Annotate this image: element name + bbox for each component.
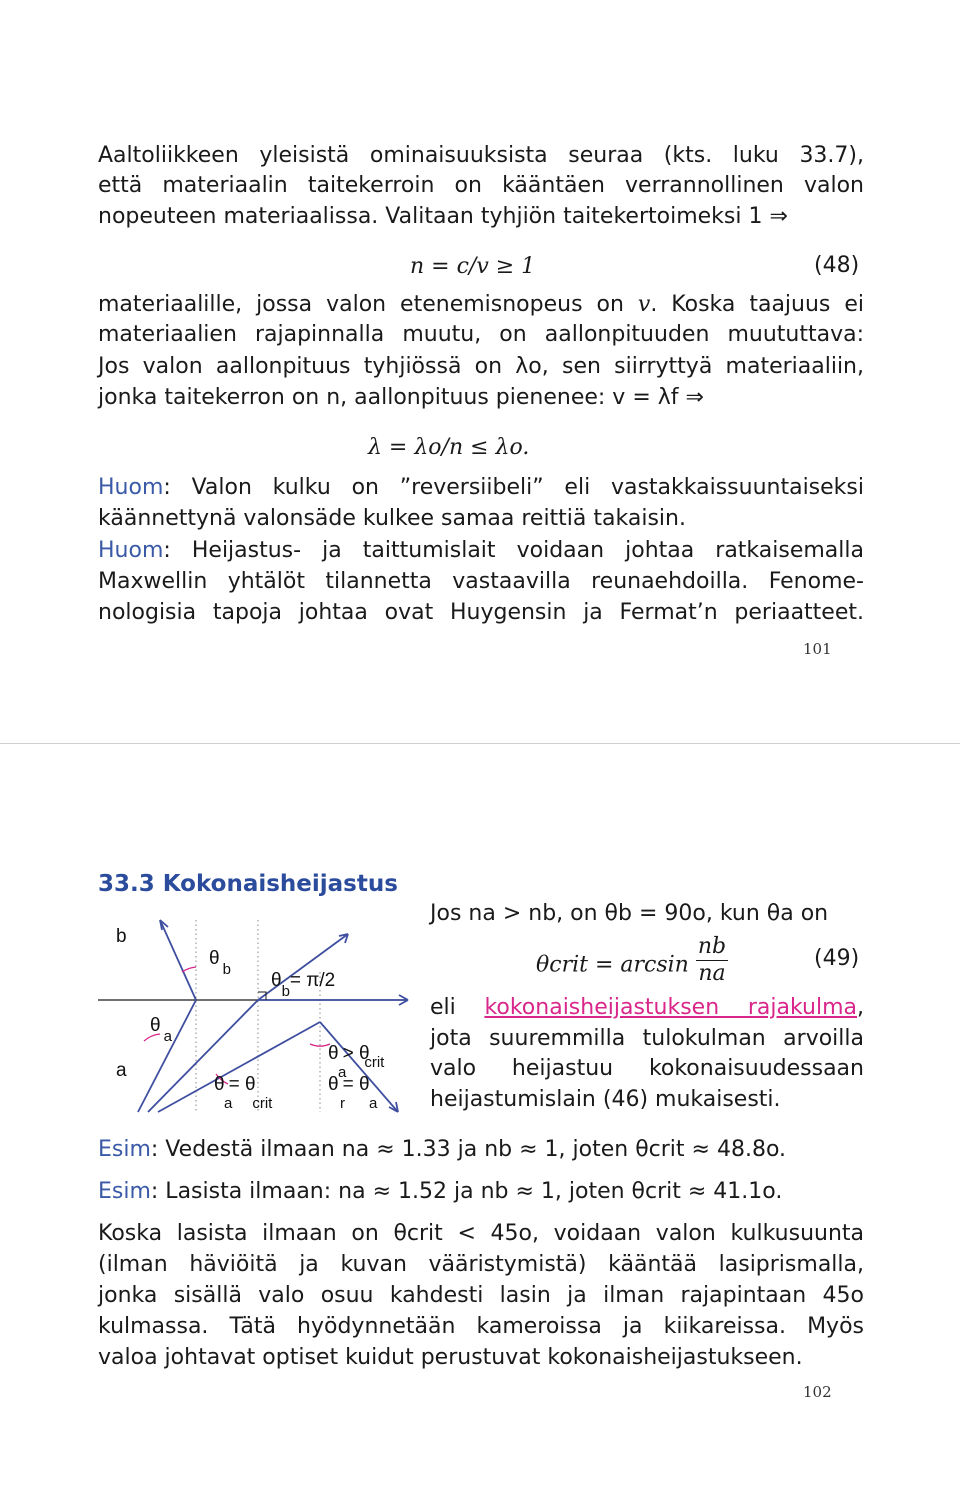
paragraph2-line2: materiaalien rajapinnalla muutu, on aallonpituuden muututtava: (98, 322, 864, 347)
note1-line1 (98, 474, 864, 502)
section-title: 33.3 Kokonaisheijastus (98, 871, 398, 897)
text-segment: eli (430, 995, 485, 1020)
note2-line3: nologisia tapoja johtaa ovat Huygensin ja Fermat’n periaatteet. (98, 600, 864, 625)
right-line4: jota suuremmilla tulokulman arvoilla (430, 1026, 864, 1051)
subscript: crit (252, 1095, 273, 1112)
example1 (98, 1136, 786, 1164)
final-line3: jonka sisällä valo osuu kahdesti lasin ja ilman rajapintaan 45o (98, 1283, 864, 1308)
equation-48: n = c/v ≥ 1 (410, 254, 536, 279)
equation-text: = π/2 (289, 970, 336, 991)
note2-line1 (98, 537, 864, 565)
esim-link[interactable]: Esim (98, 1137, 151, 1162)
text-segment: materiaalille, jossa valon etenemisnopeus on (98, 292, 638, 317)
subscript: r (340, 1095, 345, 1112)
equation-lambda: λ = λo/n ≤ λo. (368, 435, 530, 460)
theta-b-pi2-label (271, 970, 336, 1000)
text-segment: . Koska taajuus ei (650, 292, 864, 317)
text-segment: , (857, 995, 864, 1020)
paragraph1-line3: nopeuteen materiaalissa. Valitaan tyhjiön taitekertoimeksi 1 ⇒ (98, 204, 788, 229)
subscript: a (224, 1095, 233, 1112)
theta-b-label (209, 948, 231, 978)
final-line5: valoa johtavat optiset kuidut perustuvat kokonaisheijastukseen. (98, 1345, 803, 1370)
theta-symbol: θ (214, 1074, 225, 1095)
critical-angle-link[interactable]: kokonaisheijastuksen rajakulma (484, 995, 857, 1020)
note2-line2: Maxwellin yhtälöt tilannetta vastaavilla reunaehdoilla. Fenome- (98, 569, 864, 594)
example2 (98, 1178, 782, 1206)
equation-49-fraction (696, 934, 728, 987)
right-line1: Jos na > nb, on θb = 90o, kun θa on (430, 901, 829, 926)
page-number: 102 (803, 1383, 832, 1401)
right-line3 (430, 994, 864, 1022)
fraction-numerator: nb (697, 934, 727, 959)
equation-text: > θ (342, 1043, 370, 1064)
paragraph2-line4: jonka taitekerron on n, aallonpituus pienenee: v = λf ⇒ (98, 385, 704, 410)
theta-symbol: θ (209, 948, 220, 969)
paragraph2-line1 (98, 291, 864, 319)
equation-49 (536, 934, 728, 987)
equation-text: = θ (342, 1074, 370, 1095)
theta-symbol: θ (328, 1074, 339, 1095)
right-line6: heijastumislain (46) mukaisesti. (430, 1087, 781, 1112)
page-number: 101 (803, 640, 832, 658)
medium-a-label: a (116, 1060, 127, 1081)
esim-link[interactable]: Esim (98, 1179, 151, 1204)
paragraph1-line2: että materiaalin taitekerroin on kääntäen verrannollinen valon (98, 173, 864, 198)
paragraph1-line1: Aaltoliikkeen yleisistä ominaisuuksista seuraa (kts. luku 33.7), (98, 143, 864, 168)
text-segment: : Vedestä ilmaan na ≈ 1.33 ja nb ≈ 1, joten θcrit ≈ 48.8o. (150, 1137, 787, 1162)
theta-a-label (150, 1015, 172, 1045)
subscript: b (281, 983, 290, 1000)
fraction-denominator: na (698, 961, 726, 986)
theta-symbol: θ (150, 1015, 161, 1036)
page-separator (0, 743, 960, 744)
final-line4: kulmassa. Tätä hyödynnetään kameroissa ja kiikareissa. Myös (98, 1314, 864, 1339)
total-reflection-diagram (98, 912, 418, 1122)
huom-link[interactable]: Huom (98, 538, 164, 563)
subscript: a (338, 1064, 347, 1081)
medium-b-label: b (116, 926, 127, 947)
huom-link[interactable]: Huom (98, 475, 164, 500)
theta-r-eq-a-label (328, 1074, 378, 1118)
equation-48-number: (48) (814, 253, 860, 278)
subscript: crit (364, 1054, 385, 1071)
note1-line2: käännettynä valonsäde kulkee samaa reittiä takaisin. (98, 506, 686, 531)
final-line1: Koska lasista ilmaan on θcrit < 45o, voidaan valon kulkusuunta (98, 1221, 864, 1246)
theta-symbol: θ (271, 970, 282, 991)
subscript: a (163, 1028, 172, 1045)
subscript: a (369, 1095, 378, 1112)
page-101 (0, 0, 960, 743)
text-segment: : Lasista ilmaan: na ≈ 1.52 ja nb ≈ 1, joten θcrit ≈ 41.1o. (150, 1179, 783, 1204)
equation-49-lhs: θcrit = arcsin (536, 952, 689, 978)
text-segment: : Valon kulku on ”reversiibeli” eli vastakkaissuuntaiseksi (163, 475, 864, 500)
theta-a-eq-crit-label (214, 1074, 273, 1118)
text-segment: : Heijastus- ja taittumislait voidaan johtaa ratkaisemalla (163, 538, 864, 563)
subscript: b (222, 961, 231, 978)
theta-symbol: θ (328, 1043, 339, 1064)
paragraph2-line3: Jos valon aallonpituus tyhjiössä on λo, sen siirryttyä materiaaliin, (98, 354, 864, 379)
right-line5: valo heijastuu kokonaisuudessaan (430, 1056, 864, 1081)
var-v: v (637, 292, 651, 317)
equation-text: = θ (228, 1074, 256, 1095)
equation-49-number: (49) (814, 946, 860, 971)
final-line2: (ilman häviöitä ja kuvan vääristymistä) kääntää lasiprismalla, (98, 1252, 864, 1277)
